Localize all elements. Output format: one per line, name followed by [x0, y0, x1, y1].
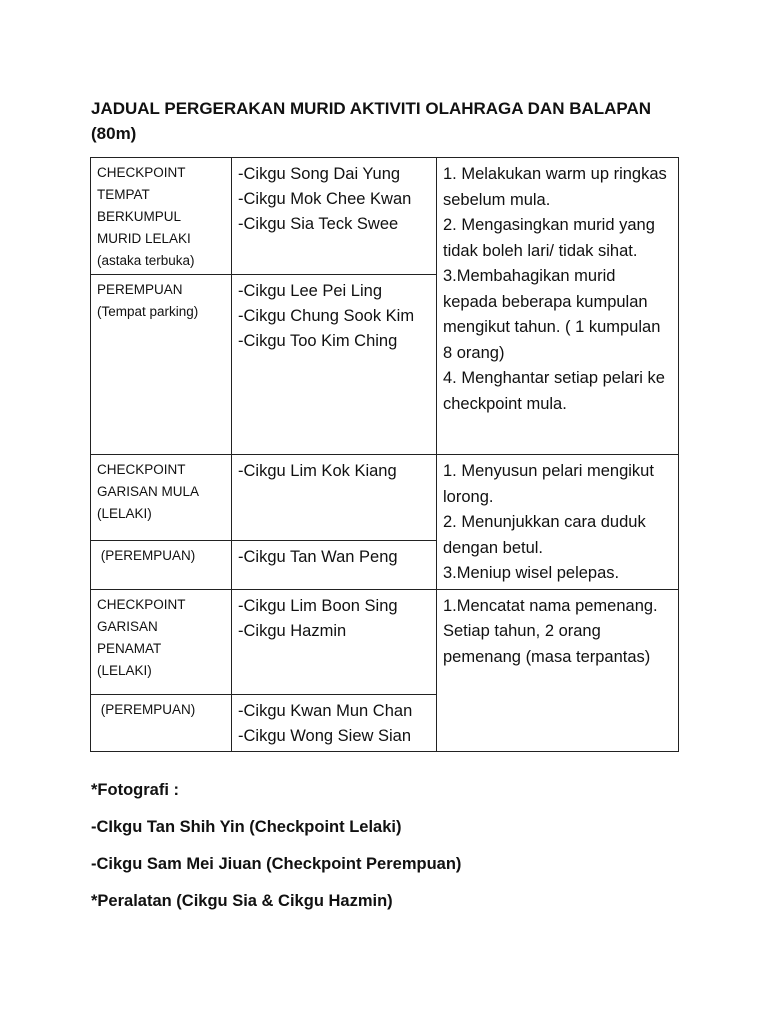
table-row-assembly-male — [91, 158, 679, 275]
checkpoint-label: GARISAN MULA — [97, 484, 200, 499]
teachers-assembly-male — [232, 158, 437, 275]
teachers-start-female — [232, 541, 437, 589]
checkpoint-label: BERKUMPUL — [97, 209, 182, 224]
checkpoint-label: PENAMAT — [97, 640, 162, 656]
teacher-name: -Cikgu Mok Chee Kwan — [238, 190, 412, 208]
checkpoint-finish-female — [91, 694, 232, 751]
photographer-female-checkpoint: -Cikgu Sam Mei Jiuan (Checkpoint Perempuan) — [91, 855, 462, 873]
teacher-name: -Cikgu Sia Teck Swee — [238, 215, 399, 233]
teachers-start-male — [232, 455, 437, 541]
checkpoint-label: PEREMPUAN — [97, 282, 183, 297]
title-line-2: (80m) — [91, 124, 137, 143]
checkpoint-assembly-male — [91, 158, 232, 275]
checkpoint-label: CHECKPOINT — [97, 462, 186, 477]
note-item: 4. Menghantar setiap pelari ke checkpoint mula. — [443, 369, 665, 413]
checkpoint-label: (PEREMPUAN) — [97, 548, 196, 564]
checkpoint-label: (astaka terbuka) — [97, 253, 195, 268]
checkpoint-label: CHECKPOINT — [97, 596, 186, 612]
teacher-name: -Cikgu Chung Sook Kim — [238, 307, 415, 325]
teacher-name: -Cikgu Wong Siew Sian — [238, 726, 412, 745]
notes-finish — [437, 589, 679, 751]
notes-assembly — [437, 158, 679, 455]
teacher-name: -Cikgu Lim Boon Sing — [238, 596, 398, 615]
checkpoint-assembly-female — [91, 275, 232, 455]
teachers-assembly-female — [232, 275, 437, 455]
note-item: 2. Menunjukkan cara duduk dengan betul. — [443, 513, 646, 557]
note-item: 3.Membahagikan murid kepada beberapa kumpulan mengikut tahun. ( 1 kumpulan 8 orang) — [443, 267, 661, 362]
teachers-finish-female — [232, 694, 437, 751]
schedule-table — [90, 157, 679, 752]
teacher-name: -Cikgu Lee Pei Ling — [238, 282, 383, 300]
checkpoint-start-male — [91, 455, 232, 541]
checkpoint-label: GARISAN — [97, 618, 158, 634]
checkpoint-label: (LELAKI) — [97, 506, 152, 521]
checkpoint-label: (PEREMPUAN) — [97, 701, 196, 717]
checkpoint-label: (Tempat parking) — [97, 304, 199, 319]
checkpoint-label: CHECKPOINT — [97, 165, 186, 180]
checkpoint-label: (LELAKI) — [97, 662, 152, 678]
checkpoint-start-female — [91, 541, 232, 589]
checkpoint-label: MURID LELAKI — [97, 231, 191, 246]
checkpoint-finish-male — [91, 589, 232, 694]
photographer-male-checkpoint: -CIkgu Tan Shih Yin (Checkpoint Lelaki) — [91, 818, 402, 836]
note-item: 1. Melakukan warm up ringkas sebelum mula. — [443, 165, 667, 209]
teacher-name: -Cikgu Hazmin — [238, 621, 347, 640]
teacher-name: -Cikgu Kwan Mun Chan — [238, 701, 413, 720]
teacher-name: -Cikgu Tan Wan Peng — [238, 548, 398, 567]
teacher-name: -Cikgu Too Kim Ching — [238, 332, 398, 350]
note-item: 1. Menyusun pelari mengikut lorong. — [443, 462, 654, 506]
teachers-finish-male — [232, 589, 437, 694]
table-row-start-male — [91, 455, 679, 541]
checkpoint-label: TEMPAT — [97, 187, 150, 202]
photography-heading: *Fotografi : — [91, 781, 179, 799]
note-item: 1.Mencatat nama pemenang. — [443, 596, 658, 615]
page-title — [91, 96, 691, 146]
table-row-finish-male — [91, 589, 679, 694]
note-item: 3.Meniup wisel pelepas. — [443, 564, 620, 582]
notes-start — [437, 455, 679, 590]
equipment-line: *Peralatan (Cikgu Sia & Cikgu Hazmin) — [91, 892, 393, 910]
note-item: 2. Mengasingkan murid yang tidak boleh lari/ tidak sihat. — [443, 216, 655, 260]
teacher-name: -Cikgu Lim Kok Kiang — [238, 462, 397, 480]
note-item: Setiap tahun, 2 orang pemenang (masa terpantas) — [443, 622, 651, 666]
teacher-name: -Cikgu Song Dai Yung — [238, 165, 401, 183]
title-line-1: JADUAL PERGERAKAN MURID AKTIVITI OLAHRAGA DAN BALAPAN — [91, 99, 652, 118]
